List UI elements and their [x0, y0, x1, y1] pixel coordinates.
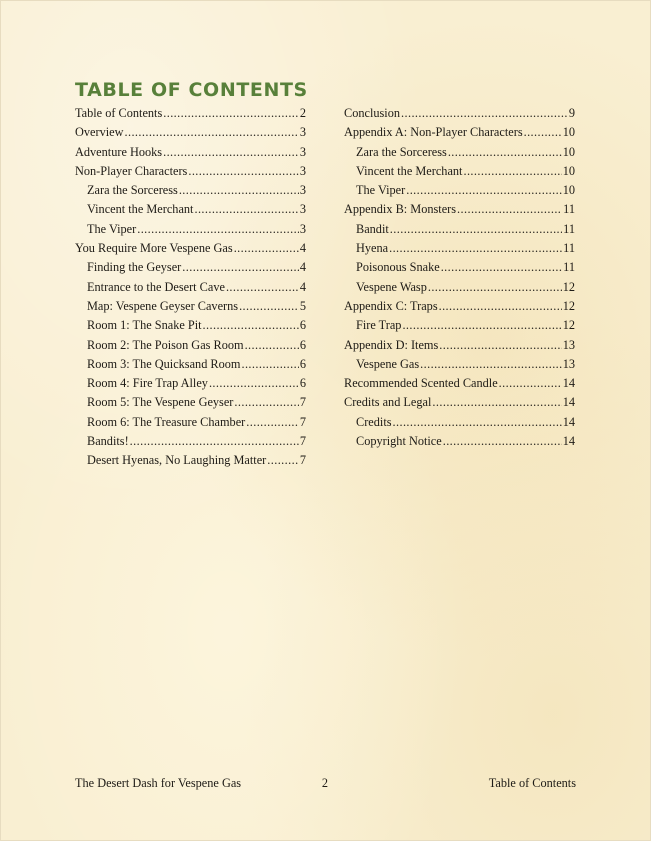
toc-entry-page-number: 11 [563, 260, 575, 275]
toc-dot-leader [182, 258, 299, 277]
toc-entry-label: Bandits! [87, 434, 129, 449]
toc-entry-page-number: 10 [562, 183, 575, 198]
toc-dot-leader [125, 123, 299, 142]
toc-entry-label: Conclusion [344, 106, 401, 120]
toc-entry-label: Room 3: The Quicksand Room [87, 356, 241, 371]
toc-dot-leader [246, 413, 299, 432]
toc-entry-page-number: 10 [562, 125, 575, 140]
toc-entry[interactable] [344, 374, 575, 393]
toc-dot-leader [234, 393, 298, 412]
footer-section-title: Table of Contents [488, 776, 576, 790]
toc-entry[interactable] [344, 393, 575, 412]
toc-entry-page-number: 6 [299, 337, 306, 352]
toc-entry-page-number: 14 [562, 376, 575, 391]
toc-entry-page-number: 6 [299, 318, 306, 333]
toc-dot-leader [241, 355, 298, 374]
toc-dot-leader [267, 451, 299, 470]
toc-entry[interactable] [75, 162, 306, 181]
toc-entry-label: Room 5: The Vespene Geyser [87, 395, 234, 410]
toc-entry[interactable] [75, 374, 306, 393]
toc-entry[interactable] [344, 200, 575, 219]
toc-dot-leader [226, 278, 299, 297]
toc-dot-leader [390, 220, 562, 239]
toc-entry[interactable] [75, 432, 306, 451]
toc-entry-page-number: 7 [299, 453, 306, 468]
toc-entry-label: Finding the Geyser [87, 260, 182, 275]
toc-dot-leader [188, 162, 299, 181]
toc-entry-page-number: 3 [299, 163, 306, 178]
toc-dot-leader [524, 123, 562, 142]
toc-dot-leader [179, 181, 299, 200]
toc-entry-label: Entrance to the Desert Cave [87, 279, 225, 294]
toc-entry-label: Bandit [356, 221, 389, 236]
toc-entry-label: Fire Trap [356, 318, 402, 333]
toc-dot-leader [194, 200, 298, 219]
toc-entry-page-number: 10 [562, 144, 575, 159]
toc-entry-page-number: 3 [299, 183, 306, 198]
toc-entry-page-number: 14 [562, 434, 575, 449]
toc-dot-leader [393, 413, 562, 432]
toc-entry[interactable] [344, 278, 575, 297]
toc-entry-page-number: 9 [568, 106, 575, 120]
toc-entry[interactable] [344, 143, 575, 162]
toc-dot-leader [163, 143, 299, 162]
toc-entry-page-number: 4 [299, 279, 306, 294]
toc-entry[interactable] [344, 220, 575, 239]
toc-dot-leader [428, 278, 562, 297]
toc-entry-page-number: 11 [563, 241, 575, 256]
toc-entry[interactable] [75, 143, 306, 162]
toc-entry-page-number: 3 [299, 125, 306, 140]
toc-entry-page-number: 4 [299, 241, 306, 256]
toc-entry-label: Table of Contents [75, 106, 163, 120]
toc-entry-label: Vincent the Merchant [87, 202, 194, 217]
toc-entry[interactable] [344, 258, 575, 277]
toc-entry-page-number: 10 [562, 163, 575, 178]
toc-entry[interactable] [75, 451, 306, 470]
toc-entry-page-number: 12 [562, 279, 575, 294]
toc-entry[interactable] [344, 355, 575, 374]
toc-entry-page-number: 13 [562, 356, 575, 371]
toc-dot-leader [130, 432, 299, 451]
toc-dot-leader [163, 104, 299, 123]
toc-entry[interactable] [75, 336, 306, 355]
toc-entry[interactable] [344, 336, 575, 355]
toc-entry-label: Hyena [356, 241, 389, 256]
toc-entry-label: Room 4: Fire Trap Alley [87, 376, 208, 391]
toc-entry[interactable] [75, 239, 306, 258]
toc-entry-page-number: 7 [299, 395, 306, 410]
toc-dot-leader [439, 297, 562, 316]
toc-entry[interactable] [344, 181, 575, 200]
toc-entry-label: Vespene Gas [356, 356, 420, 371]
toc-entry[interactable] [344, 297, 575, 316]
toc-entry-page-number: 6 [299, 376, 306, 391]
toc-entry-label: Credits [356, 414, 392, 429]
toc-entry-label: The Viper [356, 183, 406, 198]
footer-document-title: The Desert Dash for Vespene Gas [75, 776, 242, 790]
toc-dot-leader [457, 200, 562, 219]
toc-dot-leader [239, 297, 299, 316]
toc-entry-page-number: 7 [299, 434, 306, 449]
toc-entry[interactable] [75, 297, 306, 316]
toc-entry-page-number: 12 [562, 298, 575, 313]
toc-entry[interactable] [344, 104, 575, 123]
toc-right-column [344, 104, 575, 451]
toc-dot-leader [463, 162, 561, 181]
toc-entry[interactable] [344, 239, 575, 258]
toc-dot-leader [443, 432, 562, 451]
toc-entry[interactable] [75, 316, 306, 335]
toc-dot-leader [402, 316, 561, 335]
toc-entry-label: You Require More Vespene Gas [75, 241, 233, 256]
toc-entry-label: Zara the Sorceress [356, 144, 447, 159]
toc-entry-label: Vespene Wasp [356, 279, 427, 294]
toc-entry-label: Zara the Sorceress [87, 183, 178, 198]
toc-entry-label: Overview [75, 125, 124, 140]
toc-entry-page-number: 2 [299, 106, 306, 120]
toc-dot-leader [234, 239, 299, 258]
toc-entry[interactable] [75, 393, 306, 412]
toc-dot-leader [245, 336, 299, 355]
toc-dot-leader [137, 220, 299, 239]
toc-entry[interactable] [344, 123, 575, 142]
toc-dot-leader [441, 258, 562, 277]
toc-dot-leader [389, 239, 562, 258]
toc-entry-label: Appendix D: Items [344, 337, 439, 352]
toc-entry-label: Appendix B: Monsters [344, 202, 457, 217]
toc-entry-page-number: 13 [562, 337, 575, 352]
toc-entry-label: Appendix A: Non-Player Characters [344, 125, 523, 140]
toc-entry-page-number: 14 [562, 395, 575, 410]
toc-entry[interactable] [75, 355, 306, 374]
toc-entry-page-number: 6 [299, 356, 306, 371]
toc-entry[interactable] [75, 104, 306, 123]
toc-entry-label: Credits and Legal [344, 395, 432, 410]
toc-entry[interactable] [344, 316, 575, 335]
toc-entry[interactable] [75, 181, 306, 200]
toc-entry-label: The Viper [87, 221, 137, 236]
toc-entry-label: Non-Player Characters [75, 163, 188, 178]
toc-entry-label: Poisonous Snake [356, 260, 440, 275]
toc-entry[interactable] [75, 200, 306, 219]
toc-entry-page-number: 3 [299, 221, 306, 236]
toc-left-column [75, 104, 306, 471]
toc-entry-page-number: 12 [562, 318, 575, 333]
toc-entry-label: Desert Hyenas, No Laughing Matter [87, 453, 267, 468]
toc-entry-page-number: 3 [299, 202, 306, 217]
toc-entry[interactable] [75, 258, 306, 277]
toc-dot-leader [401, 104, 568, 123]
toc-entry[interactable] [75, 220, 306, 239]
toc-entry-page-number: 11 [563, 202, 575, 217]
toc-dot-leader [420, 355, 562, 374]
toc-dot-leader [203, 316, 299, 335]
page-title: TABLE OF CONTENTS [75, 79, 308, 101]
toc-entry-page-number: 14 [562, 414, 575, 429]
toc-entry-label: Recommended Scented Candle [344, 376, 498, 391]
toc-entry-page-number: 7 [299, 414, 306, 429]
toc-entry-page-number: 11 [563, 221, 575, 236]
toc-dot-leader [432, 393, 561, 412]
toc-entry-page-number: 3 [299, 144, 306, 159]
toc-entry-label: Room 1: The Snake Pit [87, 318, 202, 333]
toc-entry-label: Vincent the Merchant [356, 163, 463, 178]
footer-page-number: 2 [321, 776, 329, 790]
toc-entry-page-number: 4 [299, 260, 306, 275]
toc-dot-leader [448, 143, 562, 162]
toc-entry-label: Appendix C: Traps [344, 298, 438, 313]
toc-entry-page-number: 5 [299, 298, 306, 313]
toc-entry[interactable] [344, 432, 575, 451]
toc-entry[interactable] [75, 413, 306, 432]
toc-dot-leader [406, 181, 561, 200]
toc-entry[interactable] [75, 123, 306, 142]
toc-dot-leader [499, 374, 562, 393]
toc-entry-label: Room 2: The Poison Gas Room [87, 337, 244, 352]
toc-entry-label: Room 6: The Treasure Chamber [87, 414, 246, 429]
toc-entry-label: Adventure Hooks [75, 144, 163, 159]
toc-entry-label: Copyright Notice [356, 434, 442, 449]
toc-entry[interactable] [75, 278, 306, 297]
toc-entry-label: Map: Vespene Geyser Caverns [87, 298, 239, 313]
toc-dot-leader [439, 336, 561, 355]
toc-entry[interactable] [344, 413, 575, 432]
toc-entry[interactable] [344, 162, 575, 181]
toc-dot-leader [209, 374, 299, 393]
